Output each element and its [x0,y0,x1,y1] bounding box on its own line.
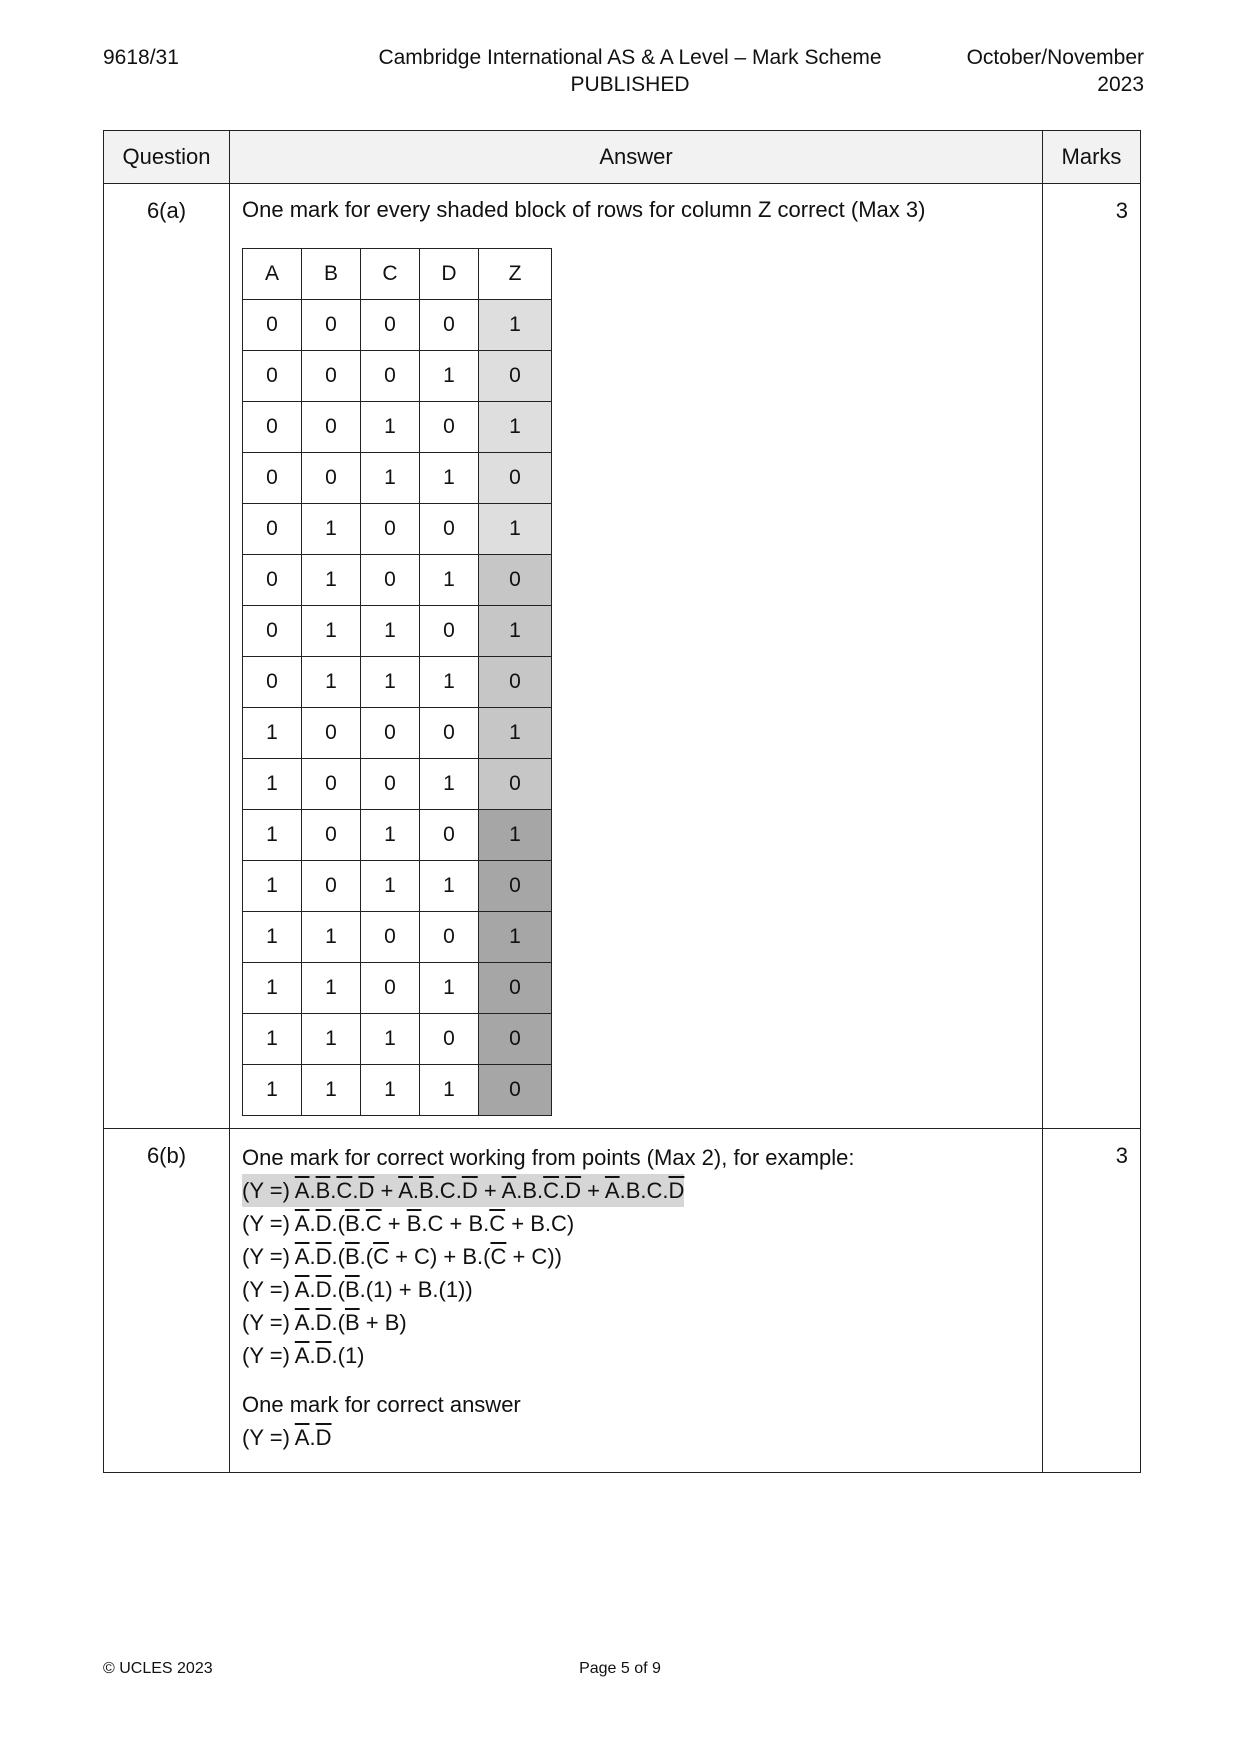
truth-table-cell-b: 0 [302,453,361,504]
truth-table-cell-c: 1 [361,453,420,504]
truth-table-cell-z: 0 [479,453,552,504]
truth-table-column-a: A [243,249,302,300]
truth-table-cell-z: 1 [479,300,552,351]
truth-table-cell-a: 1 [243,708,302,759]
truth-table-cell-b: 1 [302,1065,361,1116]
session-line-1: October/November [966,46,1144,69]
truth-table-cell-z: 0 [479,1014,552,1065]
truth-table-cell-z: 0 [479,555,552,606]
marks-header: Marks [1043,131,1141,184]
truth-table-cell-c: 0 [361,963,420,1014]
answer-cell [230,184,1043,1129]
truth-table-column-d: D [420,249,479,300]
truth-table-cell-a: 1 [243,759,302,810]
truth-table-row [243,606,552,657]
truth-table-cell-c: 0 [361,351,420,402]
truth-table [242,248,552,1116]
truth-table-row [243,861,552,912]
truth-table-cell-z: 0 [479,657,552,708]
truth-table-row [243,912,552,963]
paper-code: 9618/31 [103,46,179,69]
truth-table-cell-a: 0 [243,351,302,402]
truth-table-cell-a: 1 [243,861,302,912]
truth-table-cell-b: 0 [302,351,361,402]
truth-table-cell-b: 0 [302,708,361,759]
truth-table-cell-z: 0 [479,861,552,912]
truth-table-cell-a: 1 [243,912,302,963]
truth-table-cell-d: 0 [420,708,479,759]
truth-table-row [243,810,552,861]
truth-table-cell-c: 0 [361,555,420,606]
table-header-row [104,131,1141,184]
truth-table-cell-c: 0 [361,912,420,963]
truth-table-cell-d: 1 [420,555,479,606]
marks-value: 3 [1043,184,1141,1129]
truth-table-row [243,963,552,1014]
working-intro: One mark for correct working from points (Max 2), for example: [242,1145,855,1170]
working-step-5: (Y =) $\overline{A}.\overline{D}.(\overline{B} + B)$ [242,1310,407,1335]
working-step-6: (Y =) $\overline{A}.\overline{D}.(1)$ [242,1343,365,1368]
truth-table-cell-b: 1 [302,555,361,606]
question-row-6a [104,184,1141,1129]
working-step-2: (Y =) $\overline{A}.\overline{D}.(\overline{B}.\overline{C} + \overline{B}.C + B.\overline{C} + B.C)$ [242,1211,575,1236]
truth-table-cell-a: 1 [243,963,302,1014]
question-row-6b [104,1129,1141,1473]
truth-table-cell-z: 0 [479,759,552,810]
truth-table-cell-d: 0 [420,912,479,963]
truth-table-cell-c: 1 [361,606,420,657]
answer-intro: One mark for correct answer [242,1392,521,1417]
truth-table-header [243,249,552,300]
truth-table-row [243,1065,552,1116]
truth-table-cell-a: 0 [243,606,302,657]
truth-table-cell-c: 1 [361,402,420,453]
working-step-4: (Y =) $\overline{A}.\overline{D}.(\overline{B}.(1) + B.(1))$ [242,1277,473,1302]
title-line-2: PUBLISHED [570,73,690,96]
marks-value: 3 [1043,1129,1141,1473]
truth-table-cell-a: 0 [243,657,302,708]
truth-table-cell-z: 0 [479,351,552,402]
truth-table-cell-d: 0 [420,300,479,351]
exam-session [924,44,1144,98]
answer-header: Answer [230,131,1043,184]
truth-table-cell-a: 0 [243,300,302,351]
truth-table-cell-b: 0 [302,402,361,453]
truth-table-column-b: B [302,249,361,300]
truth-table-cell-z: 1 [479,504,552,555]
truth-table-cell-b: 0 [302,759,361,810]
truth-table-cell-c: 1 [361,657,420,708]
truth-table-cell-c: 0 [361,759,420,810]
truth-table-cell-z: 0 [479,963,552,1014]
final-answer: (Y =) $\overline{A}.\overline{D}$ [242,1425,332,1450]
truth-table-cell-d: 1 [420,351,479,402]
truth-table-row [243,759,552,810]
truth-table-cell-c: 0 [361,708,420,759]
truth-table-cell-b: 1 [302,1014,361,1065]
truth-table-cell-z: 1 [479,810,552,861]
truth-table-row [243,402,552,453]
question-header: Question [104,131,230,184]
answer-intro: One mark for every shaded block of rows for column Z correct (Max 3) [242,197,926,222]
truth-table-column-c: C [361,249,420,300]
truth-table-cell-z: 1 [479,606,552,657]
truth-table-cell-z: 0 [479,1065,552,1116]
truth-table-cell-d: 1 [420,657,479,708]
truth-table-row [243,300,552,351]
truth-table-cell-d: 1 [420,963,479,1014]
copyright: © UCLES 2023 [103,1660,213,1677]
truth-table-row [243,708,552,759]
truth-table-cell-z: 1 [479,912,552,963]
page-number: Page 5 of 9 [579,1660,661,1677]
truth-table-cell-b: 0 [302,861,361,912]
answer-cell [230,1129,1043,1473]
truth-table-row [243,657,552,708]
truth-table-cell-d: 0 [420,504,479,555]
truth-table-row [243,453,552,504]
truth-table-cell-a: 0 [243,555,302,606]
truth-table-row [243,555,552,606]
working-step-3: (Y =) $\overline{A}.\overline{D}.(\overline{B}.(\overline{C} + C) + B.(\overline{C} + C))$ [242,1244,562,1269]
question-number: 6(a) [104,184,230,1129]
truth-table-cell-c: 0 [361,300,420,351]
truth-table-cell-z: 1 [479,402,552,453]
truth-table-cell-a: 0 [243,504,302,555]
truth-table-cell-d: 1 [420,1065,479,1116]
truth-table-cell-b: 1 [302,912,361,963]
truth-table-cell-c: 1 [361,1065,420,1116]
truth-table-cell-d: 0 [420,1014,479,1065]
title-line-1: Cambridge International AS & A Level – Mark Scheme [378,46,882,69]
truth-table-cell-c: 1 [361,810,420,861]
truth-table-cell-b: 1 [302,657,361,708]
truth-table-cell-c: 1 [361,1014,420,1065]
truth-table-cell-d: 0 [420,606,479,657]
truth-table-cell-b: 0 [302,810,361,861]
truth-table-cell-a: 1 [243,810,302,861]
truth-table-column-z: Z [479,249,552,300]
truth-table-cell-d: 0 [420,402,479,453]
working-step-1: (Y =) $\overline{A}.\overline{B}.\overline{C}.\overline{D} + \overline{A}.\overline{B}.C.\overline{D} + \overline{A}.B.\overline{C}.\overline{D} + \overline{A}.B.C.\overline{D}$ [242,1174,1030,1207]
truth-table-cell-a: 0 [243,402,302,453]
truth-table-row [243,504,552,555]
truth-table-cell-z: 1 [479,708,552,759]
truth-table-cell-a: 1 [243,1065,302,1116]
truth-table-cell-b: 1 [302,606,361,657]
truth-table-cell-c: 0 [361,504,420,555]
truth-table-cell-b: 0 [302,300,361,351]
truth-table-cell-a: 1 [243,1014,302,1065]
truth-table-cell-d: 1 [420,861,479,912]
truth-table-cell-c: 1 [361,861,420,912]
truth-table-cell-d: 0 [420,810,479,861]
truth-table-row [243,1014,552,1065]
truth-table-row [243,351,552,402]
truth-table-cell-d: 1 [420,759,479,810]
mark-scheme-table [103,130,1141,1473]
question-number: 6(b) [104,1129,230,1473]
truth-table-cell-b: 1 [302,504,361,555]
document-title [320,44,940,98]
truth-table-cell-d: 1 [420,453,479,504]
truth-table-cell-b: 1 [302,963,361,1014]
truth-table-cell-a: 0 [243,453,302,504]
session-line-2: 2023 [1097,73,1144,96]
